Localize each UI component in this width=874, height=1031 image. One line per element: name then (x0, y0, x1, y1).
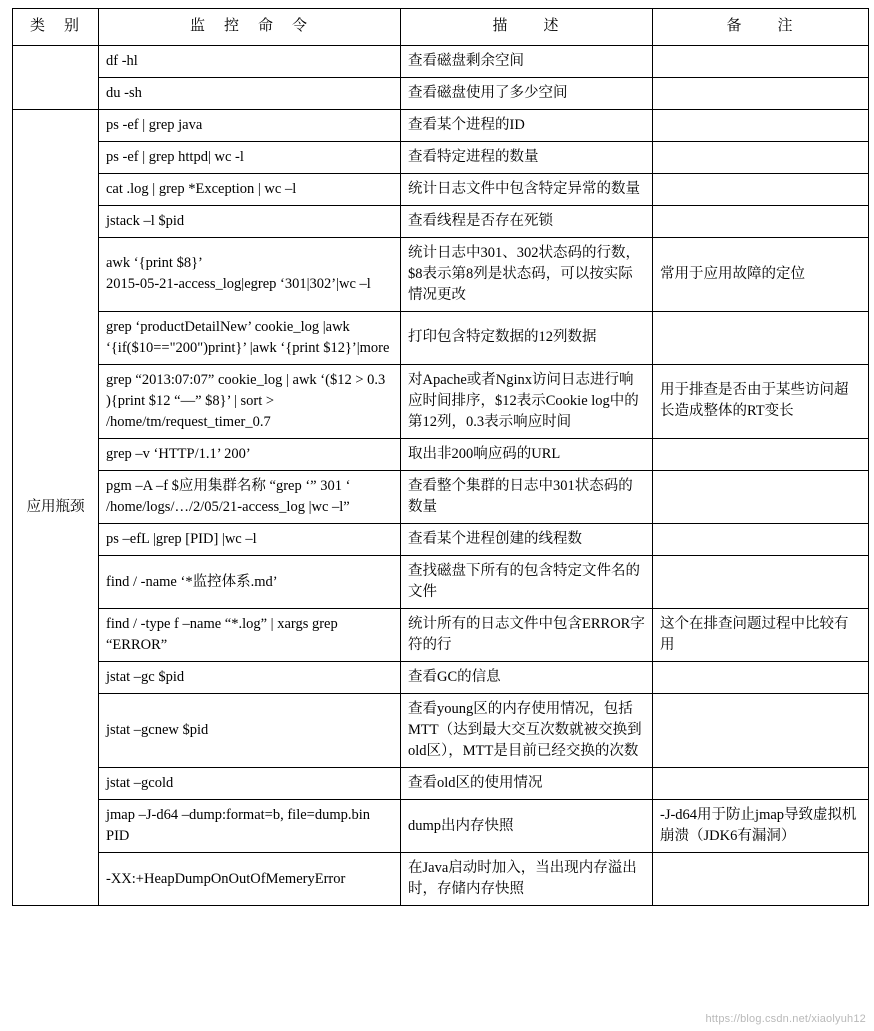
command-cell: ps -ef | grep java (99, 109, 401, 141)
command-cell: jstat –gcold (99, 768, 401, 800)
command-cell: jmap –J-d64 –dump:format=b, file=dump.bin PID (99, 800, 401, 853)
command-cell: find / -name ‘*监控体系.md’ (99, 556, 401, 609)
description-cell: 查看某个进程创建的线程数 (401, 524, 653, 556)
description-cell: dump出内存快照 (401, 800, 653, 853)
command-cell: grep ‘productDetailNew’ cookie_log |awk ‘{if($10=="200")print}’ |awk ‘{print $12}’|more (99, 311, 401, 364)
command-line: 2015-05-21-access_log|egrep ‘301|302’|wc –l (106, 276, 371, 293)
description-cell: 统计日志文件中包含特定异常的数量 (401, 173, 653, 205)
table-row (13, 768, 869, 800)
command-cell: ps -ef | grep httpd| wc -l (99, 141, 401, 173)
note-cell (653, 141, 869, 173)
note-cell (653, 694, 869, 768)
command-cell: jstat –gc $pid (99, 662, 401, 694)
table-row (13, 662, 869, 694)
note-cell (653, 205, 869, 237)
table-row (13, 609, 869, 662)
description-cell: 查看线程是否存在死锁 (401, 205, 653, 237)
table-row (13, 524, 869, 556)
table-row (13, 694, 869, 768)
description-cell: 查看GC的信息 (401, 662, 653, 694)
watermark: https://blog.csdn.net/xiaolyuh12 (705, 1013, 866, 1025)
command-cell: pgm –A –f $应用集群名称 “grep ‘” 301 ‘ /home/logs/…/2/05/21-access_log |wc –l” (99, 470, 401, 523)
note-cell (653, 77, 869, 109)
table-row (13, 77, 869, 109)
category-cell-app-bottleneck: 应用瓶颈 (13, 109, 99, 905)
description-cell: 查找磁盘下所有的包含特定文件名的文件 (401, 556, 653, 609)
table-row (13, 205, 869, 237)
note-cell: -J-d64用于防止jmap导致虚拟机崩溃（JDK6有漏洞） (653, 800, 869, 853)
command-cell: find / -type f –name “*.log” | xargs grep “ERROR” (99, 609, 401, 662)
table-row (13, 364, 869, 438)
description-cell: 统计日志中301、302状态码的行数，$8表示第8列是状态码，可以按实际情况更改 (401, 237, 653, 311)
monitoring-commands-table (12, 8, 869, 906)
description-cell: 查看某个进程的ID (401, 109, 653, 141)
table-body (13, 45, 869, 905)
description-cell: 查看old区的使用情况 (401, 768, 653, 800)
command-cell (99, 237, 401, 311)
description-cell: 查看特定进程的数量 (401, 141, 653, 173)
table-row (13, 556, 869, 609)
command-cell: ps –efL |grep [PID] |wc –l (99, 524, 401, 556)
description-cell: 查看young区的内存使用情况，包括MTT（达到最大交互次数就被交换到old区），MTT是目前已经交换的次数 (401, 694, 653, 768)
command-cell: jstack –l $pid (99, 205, 401, 237)
note-cell (653, 768, 869, 800)
table-row (13, 470, 869, 523)
table-row (13, 141, 869, 173)
note-cell: 常用于应用故障的定位 (653, 237, 869, 311)
description-cell: 查看磁盘使用了多少空间 (401, 77, 653, 109)
command-line: awk ‘{print $8}’ (106, 255, 203, 272)
command-cell: jstat –gcnew $pid (99, 694, 401, 768)
note-cell (653, 556, 869, 609)
table-row (13, 853, 869, 906)
note-cell: 这个在排查问题过程中比较有用 (653, 609, 869, 662)
column-header-note: 备 注 (653, 9, 869, 46)
description-cell: 在Java启动时加入，当出现内存溢出时，存储内存快照 (401, 853, 653, 906)
note-cell (653, 45, 869, 77)
column-header-category: 类 别 (13, 9, 99, 46)
command-cell: df -hl (99, 45, 401, 77)
note-cell (653, 311, 869, 364)
column-header-description: 描 述 (401, 9, 653, 46)
table-row (13, 237, 869, 311)
note-cell: 用于排查是否由于某些访问超长造成整体的RT变长 (653, 364, 869, 438)
description-cell: 统计所有的日志文件中包含ERROR字符的行 (401, 609, 653, 662)
command-cell: du -sh (99, 77, 401, 109)
note-cell (653, 109, 869, 141)
column-header-command: 监 控 命 令 (99, 9, 401, 46)
description-cell: 查看磁盘剩余空间 (401, 45, 653, 77)
note-cell (653, 173, 869, 205)
note-cell (653, 438, 869, 470)
table-header-row (13, 9, 869, 46)
table-row (13, 109, 869, 141)
command-cell: grep “2013:07:07” cookie_log | awk ‘($12 > 0.3 ){print $12 “—” $8}’ | sort > /home/tm/request_timer_0.7 (99, 364, 401, 438)
command-cell: grep –v ‘HTTP/1.1’ 200’ (99, 438, 401, 470)
note-cell (653, 524, 869, 556)
table-row (13, 438, 869, 470)
table-header (13, 9, 869, 46)
description-cell: 对Apache或者Nginx访问日志进行响应时间排序，$12表示Cookie log中的第12列，0.3表示响应时间 (401, 364, 653, 438)
note-cell (653, 662, 869, 694)
command-cell: cat .log | grep *Exception | wc –l (99, 173, 401, 205)
table-row (13, 173, 869, 205)
category-cell-empty (13, 45, 99, 109)
description-cell: 取出非200响应码的URL (401, 438, 653, 470)
table-row (13, 800, 869, 853)
table-row (13, 45, 869, 77)
command-cell: -XX:+HeapDumpOnOutOfMemeryError (99, 853, 401, 906)
table-row (13, 311, 869, 364)
description-cell: 打印包含特定数据的12列数据 (401, 311, 653, 364)
description-cell: 查看整个集群的日志中301状态码的数量 (401, 470, 653, 523)
note-cell (653, 470, 869, 523)
note-cell (653, 853, 869, 906)
